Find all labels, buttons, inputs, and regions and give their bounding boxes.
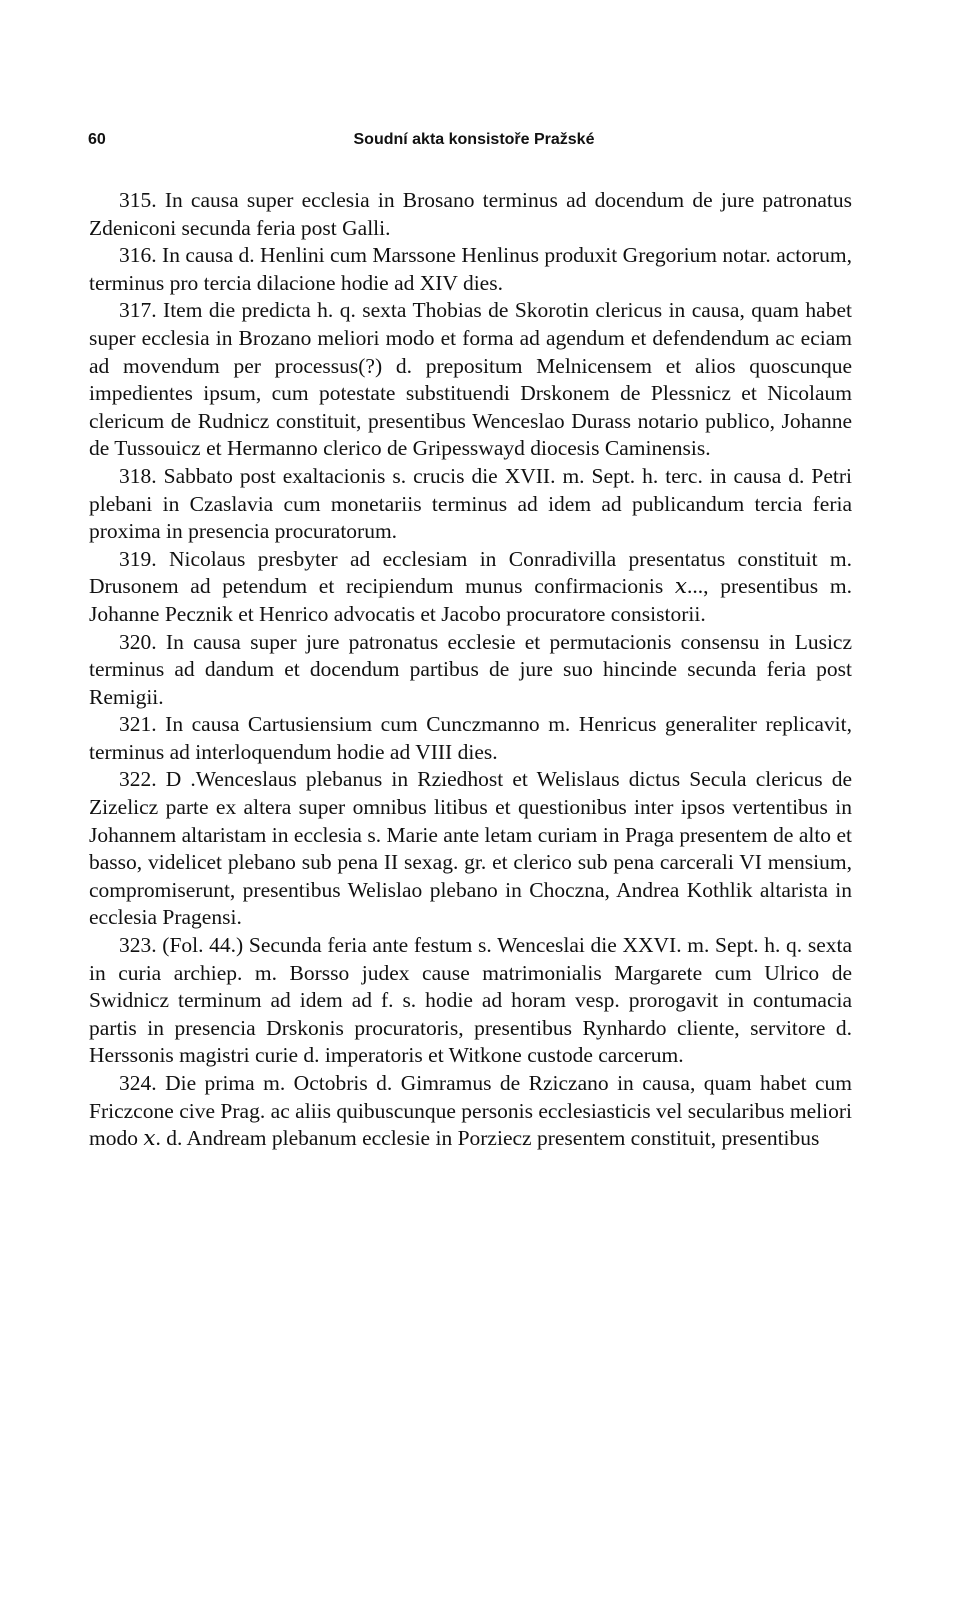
page-number: 60 — [88, 131, 106, 148]
entry-number: 320. — [119, 629, 157, 654]
entry-322 — [89, 766, 852, 932]
entry-number: 318. — [119, 463, 157, 488]
entry-318 — [89, 463, 852, 546]
running-title: Soudní akta konsistoře Pražské — [353, 131, 595, 148]
entry-text: In causa Cartusiensium cum Cunczmanno m. Henricus generaliter replicavit, terminus ad interloquendum hodie ad VIII dies. — [89, 712, 852, 764]
entry-number: 317. — [119, 298, 157, 323]
entry-text: In causa d. Henlini cum Marssone Henlinus produxit Gregorium notar. actorum, terminus pro tercia dilacione hodie ad XIV dies. — [89, 243, 853, 295]
entry-317 — [89, 297, 852, 463]
entry-316 — [89, 242, 852, 297]
entry-number: 322. — [119, 767, 157, 792]
entry-text: In causa super ecclesia in Brosano terminus ad docendum de jure patronatus Zdeniconi secunda feria post Galli. — [89, 188, 852, 240]
entry-323 — [89, 932, 852, 1070]
entry-number: 323. — [119, 933, 157, 958]
entry-320 — [89, 629, 852, 712]
body-text — [89, 187, 852, 1153]
entry-number: 324. — [119, 1071, 157, 1095]
entry-text: In causa super jure patronatus ecclesie et permutacionis consensu in Lusicz terminus ad dandum et docendum partibus de jure suo hincinde secunda feria post Remigii. — [89, 629, 853, 709]
entry-321 — [89, 711, 852, 766]
entry-text: Nicolaus presbyter ad ecclesiam in Conradivilla presentatus constituit m. Drusonem ad petendum et recipiendum munus confirmacionis 𝑥..., presentibus m. Johanne Pecznik et Henrico advocatis et Jacobo procuratore consistorii. — [89, 546, 853, 626]
entry-text: Item die predicta h. q. sexta Thobias de Skorotin clericus in causa, quam habet super ecclesia in Brozano meliori modo et forma ad agendum et defendendum ac eciam ad movendum per processus(?) d. prepositum Melnicensem et alios quoscunque impedientes ipsum, cum potestate substituendi Drskonem de Plessnicz et Nicolaum clericum de Rudnicz constituit, presentibus Wenceslao Durass notario publico, Johanne de Tussouicz et Hermanno clerico de Gripesswayd diocesis Caminensis. — [89, 298, 852, 461]
entry-text: D .Wenceslaus plebanus in Rziedhost et Welislaus dictus Secula clericus de Zizelicz parte ex altera super omnibus litibus et questionibus inter ipsos vertentibus in Johannem altaristam in ecclesia s. Marie ante letam curiam in Praga presentem de alto et basso, videlicet plebano sub pena II sexag. gr. et clerico sub pena carcerali VI mensium, compromiserunt, presentibus Welislao plebano in Choczna, Andrea Kothlik altarista in ecclesia Pragensi. — [89, 767, 852, 930]
entry-number: 321. — [119, 712, 157, 737]
page-header — [88, 131, 860, 155]
entry-number: 319. — [119, 546, 157, 571]
entry-text: (Fol. 44.) Secunda feria ante festum s. Wenceslai die XXVI. m. Sept. h. q. sexta in curia archiep. m. Borsso judex cause matrimonialis Margarete cum Ulrico de Swidnicz terminum ad idem ad f. s. hodie ad horam vesp. prorogavit in contumacia partis in presencia Drskonis procuratoris, presentibus Rynhardo cliente, servitore d. Herssonis magistri curie d. imperatoris et Witkone custode carcerum. — [89, 933, 853, 1068]
entry-text: Sabbato post exaltacionis s. crucis die XVII. m. Sept. h. terc. in causa d. Petri plebani in Czaslavia cum monetariis terminus ad idem ad publicandum tercia feria proxima in presencia procuratorum. — [89, 463, 853, 544]
entry-324 — [89, 1070, 852, 1153]
entry-315 — [89, 187, 852, 242]
entry-number: 315. — [119, 188, 157, 212]
entry-number: 316. — [119, 243, 157, 268]
entry-319 — [89, 546, 852, 629]
entry-text: Die prima m. Octobris d. Gimramus de Rziczano in causa, quam habet cum Friczcone cive Prag. ac aliis quibuscunque personis ecclesiasticis vel secularibus meliori modo 𝑥. d. Andream plebanum ecclesie in Porziecz presentem constituit, presentibus — [89, 1071, 852, 1151]
